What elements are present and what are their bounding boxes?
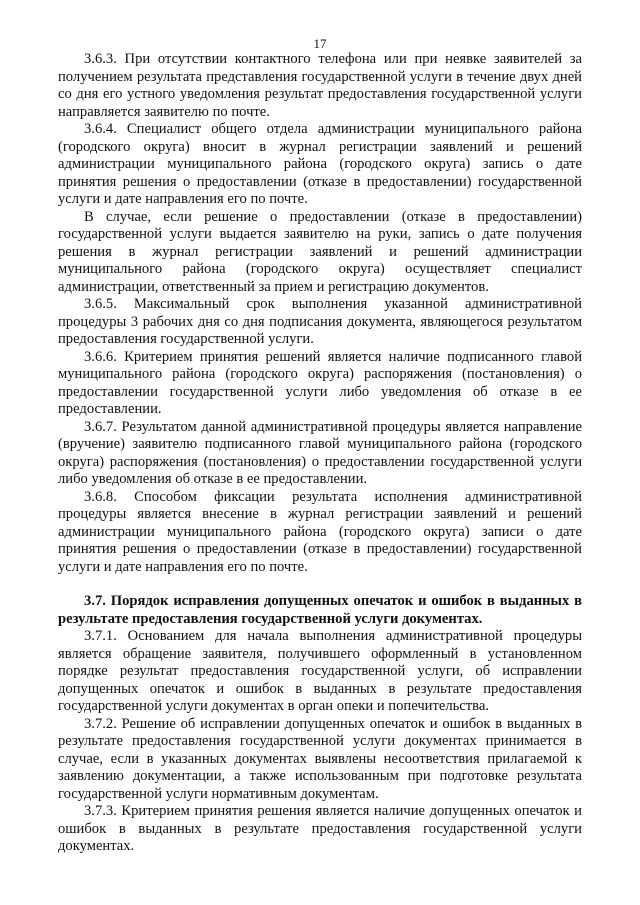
paragraph-3-7-1: 3.7.1. Основанием для начала выполнения административной процедуры является обращение заявителя, получившего оформленный в установленном порядке результат предоставления государственной услуги, об исправлении допущенных опечаток и ошибок в выданных в результате предоставления государственной услуги документах в орган опеки и попечительства. (58, 628, 582, 714)
section-spacer (58, 576, 582, 593)
paragraph-3-6-4: 3.6.4. Специалист общего отдела администрации муниципального района (городского округа) вносит в журнал регистрации заявлений и решений администрации муниципального района (городского округа) запись о дате принятия решения о предоставлении (отказе в предоставлении) государственной услуги и дате направления его по почте. (58, 121, 582, 207)
paragraph-3-6-7: 3.6.7. Результатом данной административной процедуры является направление (вручение) заявителю подписанного главой муниципального района (городского округа) распоряжения (постановления) о предоставлении государственной услуги либо уведомления об отказе в ее предоставлении. (58, 418, 582, 487)
paragraph-3-7-2: 3.7.2. Решение об исправлении допущенных опечаток и ошибок в выданных в результате предоставления государственной услуги документах принимается в случае, если в указанных документах выявлены несоответствия прилагаемой к заявлению документации, а также использованным при подготовке результата государственной услуги нормативным документам. (58, 715, 582, 802)
paragraph-3-6-6: 3.6.6. Критерием принятия решений является наличие подписанного главой муниципального района (городского округа) распоряжения (постановления) о предоставлении государственной услуги либо уведомления об отказе в ее предоставлении. (58, 348, 582, 417)
paragraph-3-6-4-continued: В случае, если решение о предоставлении (отказе в предоставлении) государственной услуги выдается заявителю на руки, запись о дате получения решения в журнал регистрации заявлений и решений администрации муниципального района (городского округа) осуществляет специалист администрации, ответственный за прием и регистрацию документов. (58, 208, 582, 295)
paragraph-3-6-5: 3.6.5. Максимальный срок выполнения указанной административной процедуры 3 рабочих дня со дня подписания документа, являющегося результатом предоставления государственной услуги. (58, 296, 582, 347)
page-number: 17 (313, 36, 327, 51)
section-heading-3-7: 3.7. Порядок исправления допущенных опечаток и ошибок в выданных в результате предоставления государственной услуги документах. (58, 593, 582, 627)
paragraph-3-6-3: 3.6.3. При отсутствии контактного телефона или при неявке заявителей за получением результата представления государственной услуги в течение двух дней со дня его устного уведомления результат предоставления государственной услуги направляется заявителю по почте. (58, 51, 582, 120)
paragraph-3-6-8: 3.6.8. Способом фиксации результата исполнения административной процедуры является внесение в журнал регистрации заявлений и решений администрации муниципального района (городского округа) записи о дате принятия решения о предоставлении (отказе в предоставлении) государственной услуги и дате направления его по почте. (58, 488, 582, 575)
paragraph-3-7-3: 3.7.3. Критерием принятия решения является наличие допущенных опечаток и ошибок в выданных в результате предоставления государственной услуги документах. (58, 803, 582, 854)
